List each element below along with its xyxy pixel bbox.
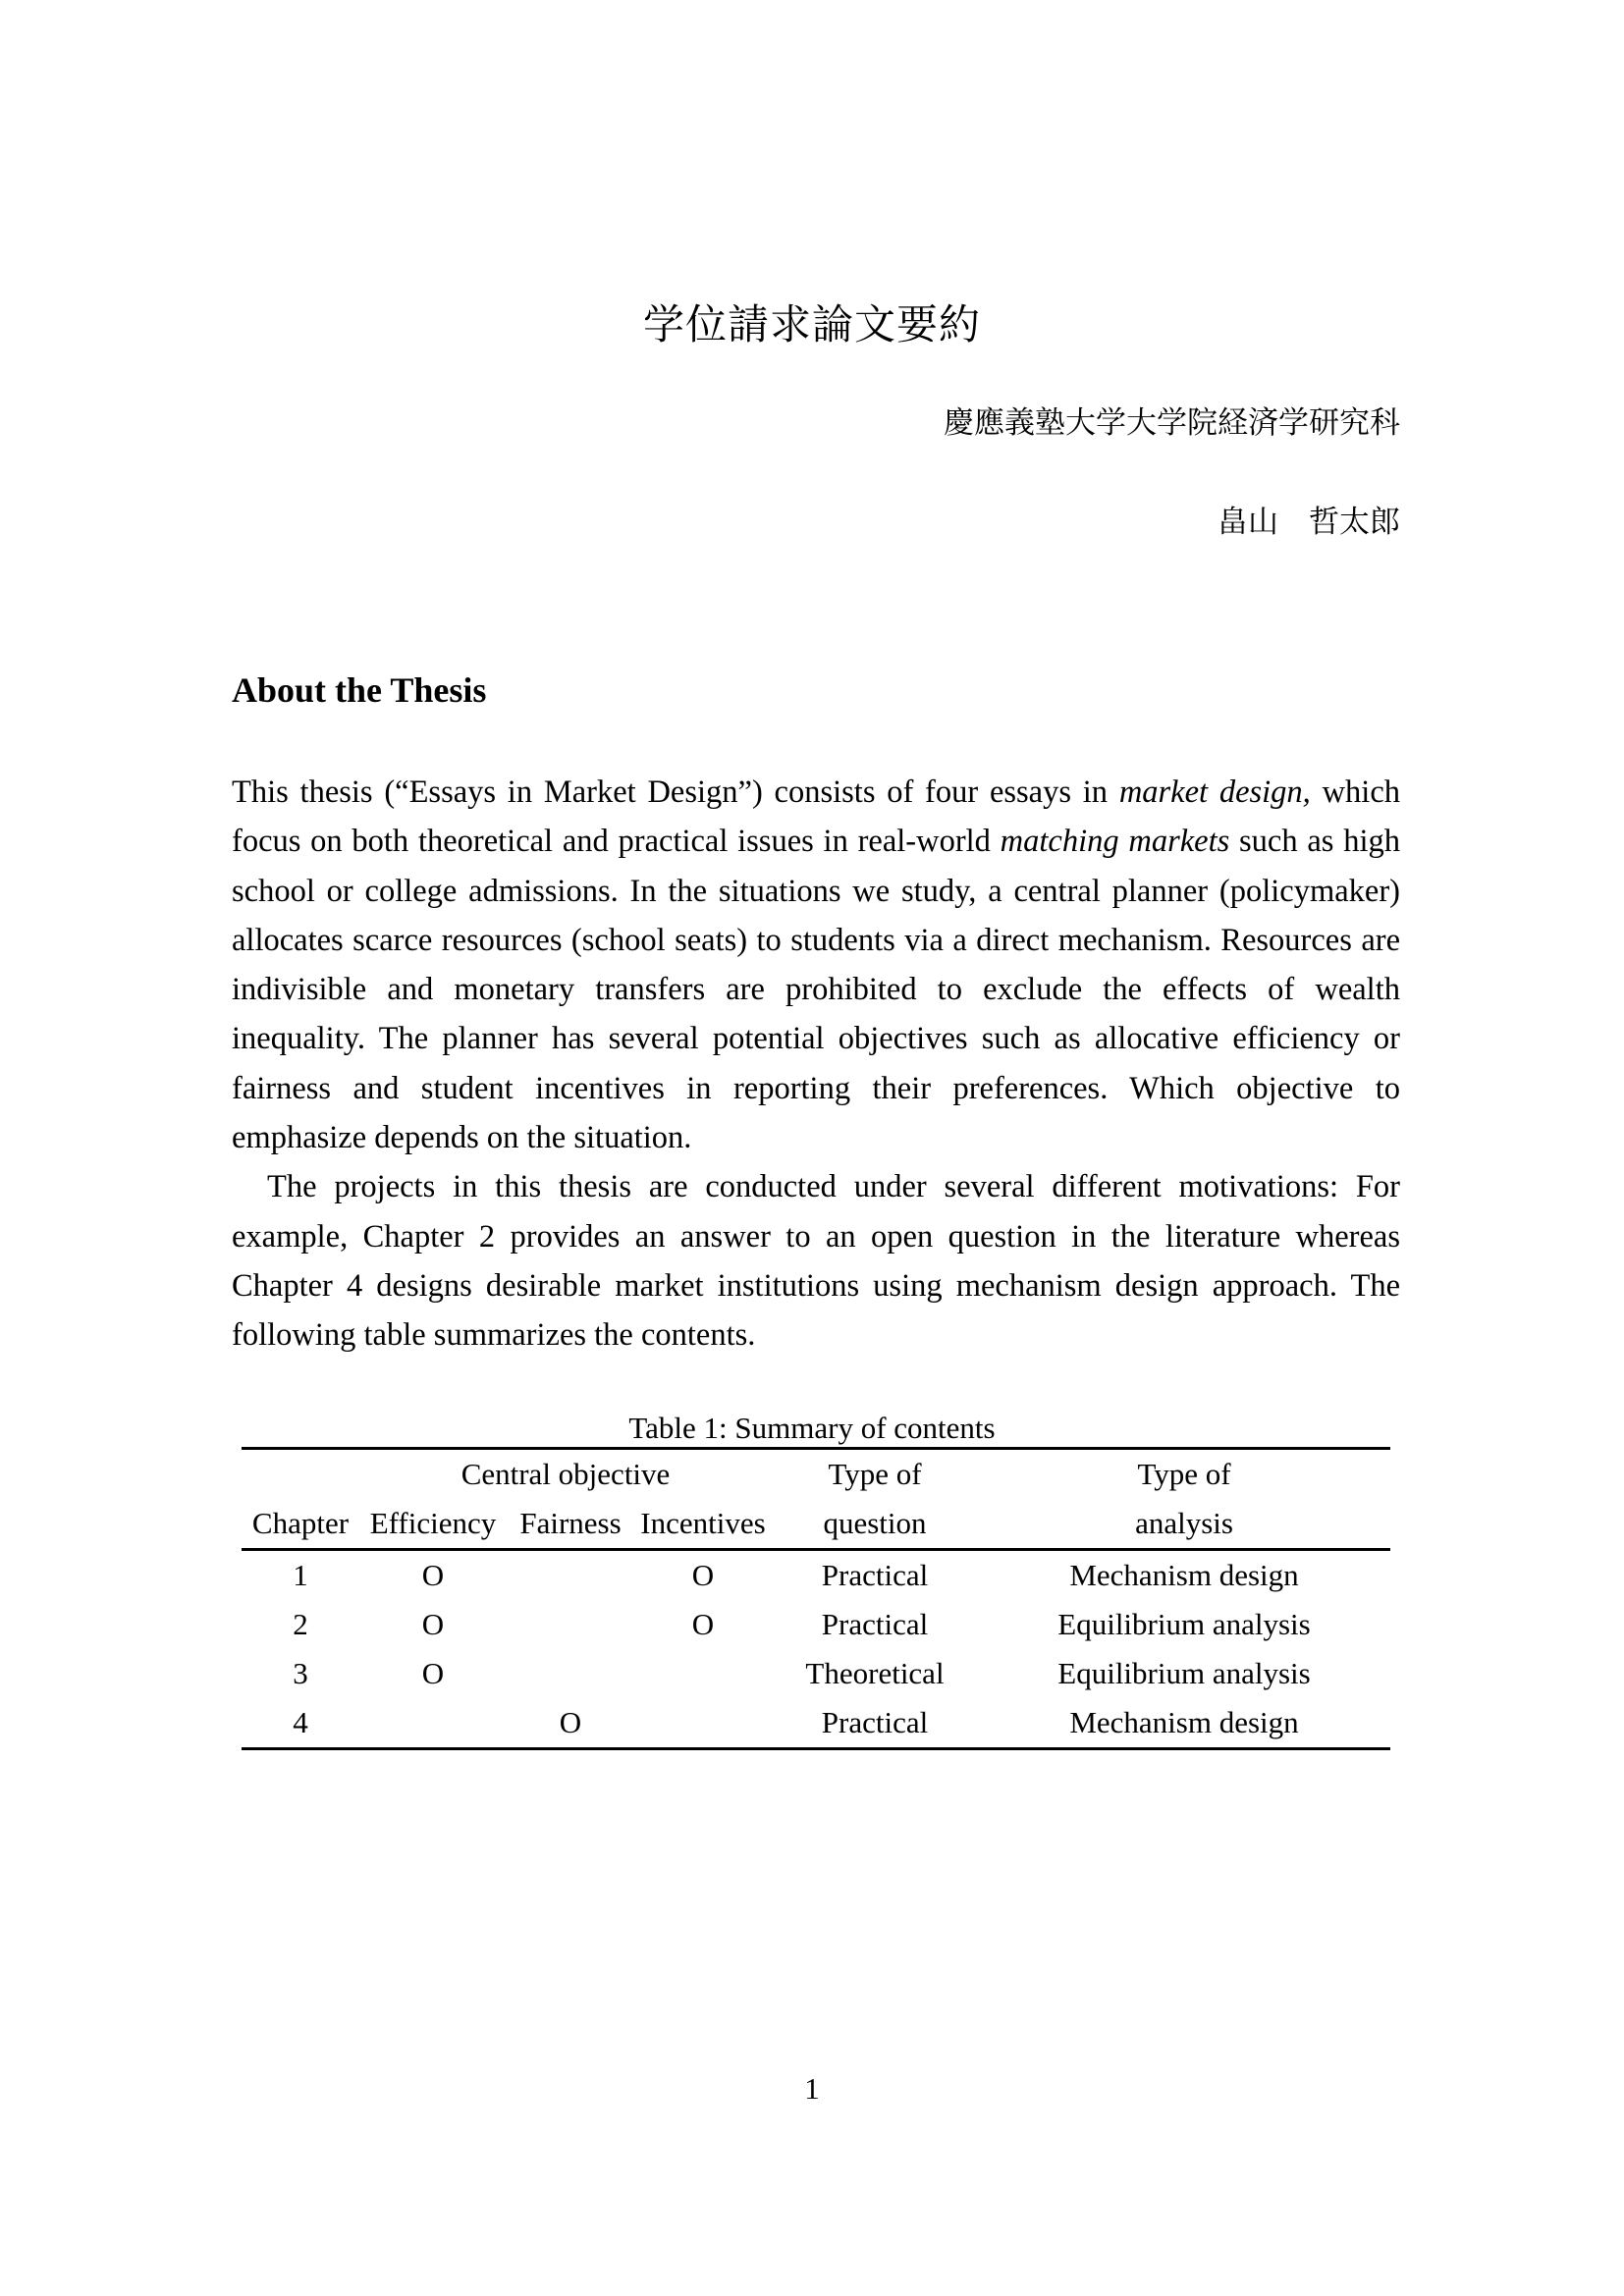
cell-analysis: Equilibrium analysis	[1057, 1656, 1311, 1690]
table-header-row-2	[242, 1499, 1390, 1550]
paragraph-1	[232, 768, 1400, 1162]
table-row	[242, 1600, 1390, 1649]
table-caption: Table 1: Summary of contents	[628, 1411, 996, 1445]
header-question-top: Type of	[772, 1449, 978, 1500]
author-name: 畠山 哲太郎	[1218, 505, 1400, 540]
text-segment: such as high school or college admissions. In the situations we study, a central planner (policymaker) allocates scarce resources (school seats) to students via a direct mechanism. Resources are indivisible and monetary transfers are prohibited to exclude the effects of wealth inequality. The planner has several potential objectives such as allocative efficiency or fairness and student incentives in reporting their preferences. Which objective to emphasize depends on the situation.	[232, 824, 1400, 1156]
table-row	[242, 1550, 1390, 1601]
header-incentives: Incentives	[634, 1499, 772, 1550]
header-question-bottom: question	[772, 1499, 978, 1550]
cell-incentives: O	[691, 1558, 715, 1592]
page-number: 1	[804, 2071, 820, 2106]
header-analysis-bottom: analysis	[978, 1499, 1390, 1550]
cell-analysis: Mechanism design	[978, 1698, 1390, 1749]
cell-efficiency: O	[421, 1558, 445, 1592]
text-segment: The projects in this thesis are conducted under several different motivations: For example, Chapter 2 provides an answer to an open question in the literature whereas Chapter 4 designs desirable market institutions using mechanism design approach. The following table summarizes the contents.	[232, 1169, 1400, 1354]
text-segment: which focus on both theoretical and practical issues in real-world	[232, 774, 1400, 860]
paragraph-2	[232, 1162, 1400, 1360]
cell-efficiency: O	[421, 1656, 445, 1690]
emphasized-text: matching markets	[1000, 824, 1230, 860]
cell-efficiency: O	[421, 1607, 445, 1641]
cell-chapter: 1	[293, 1558, 308, 1592]
cell-chapter: 4	[242, 1698, 359, 1749]
cell-analysis: Mechanism design	[1069, 1558, 1299, 1592]
body-text	[232, 768, 1400, 1361]
table-header-row-1	[242, 1449, 1390, 1500]
cell-question: Practical	[821, 1558, 929, 1592]
cell-incentives	[634, 1649, 772, 1698]
cell-incentives: O	[691, 1607, 715, 1641]
header-efficiency: Efficiency	[359, 1499, 507, 1550]
header-chapter: Chapter	[242, 1499, 359, 1550]
text-segment: This thesis (“Essays in Market Design”) consists of four essays in	[232, 774, 1119, 810]
cell-chapter: 3	[293, 1656, 308, 1690]
header-central-objective: Central objective	[359, 1449, 772, 1500]
cell-fairness	[507, 1600, 634, 1649]
cell-efficiency	[359, 1698, 507, 1749]
cell-chapter: 2	[293, 1607, 308, 1641]
cell-fairness: O	[507, 1698, 634, 1749]
affiliation: 慶應義塾大学大学院経済学研究科	[944, 405, 1400, 441]
cell-question: Practical	[772, 1698, 978, 1749]
header-analysis-top: Type of	[978, 1449, 1390, 1500]
header-fairness: Fairness	[507, 1499, 634, 1550]
table-row	[242, 1649, 1390, 1698]
cell-incentives	[634, 1698, 772, 1749]
cell-fairness	[507, 1649, 634, 1698]
cell-fairness	[507, 1550, 634, 1601]
header-empty	[242, 1449, 359, 1500]
section-heading: About the Thesis	[232, 670, 487, 710]
cell-question: Practical	[821, 1607, 929, 1641]
cell-question: Theoretical	[805, 1656, 945, 1690]
summary-table	[242, 1447, 1390, 1750]
emphasized-text: market design,	[1118, 774, 1311, 810]
table-row	[242, 1698, 1390, 1749]
cell-analysis: Equilibrium analysis	[1057, 1607, 1311, 1641]
document-title: 学位請求論文要約	[642, 300, 981, 348]
